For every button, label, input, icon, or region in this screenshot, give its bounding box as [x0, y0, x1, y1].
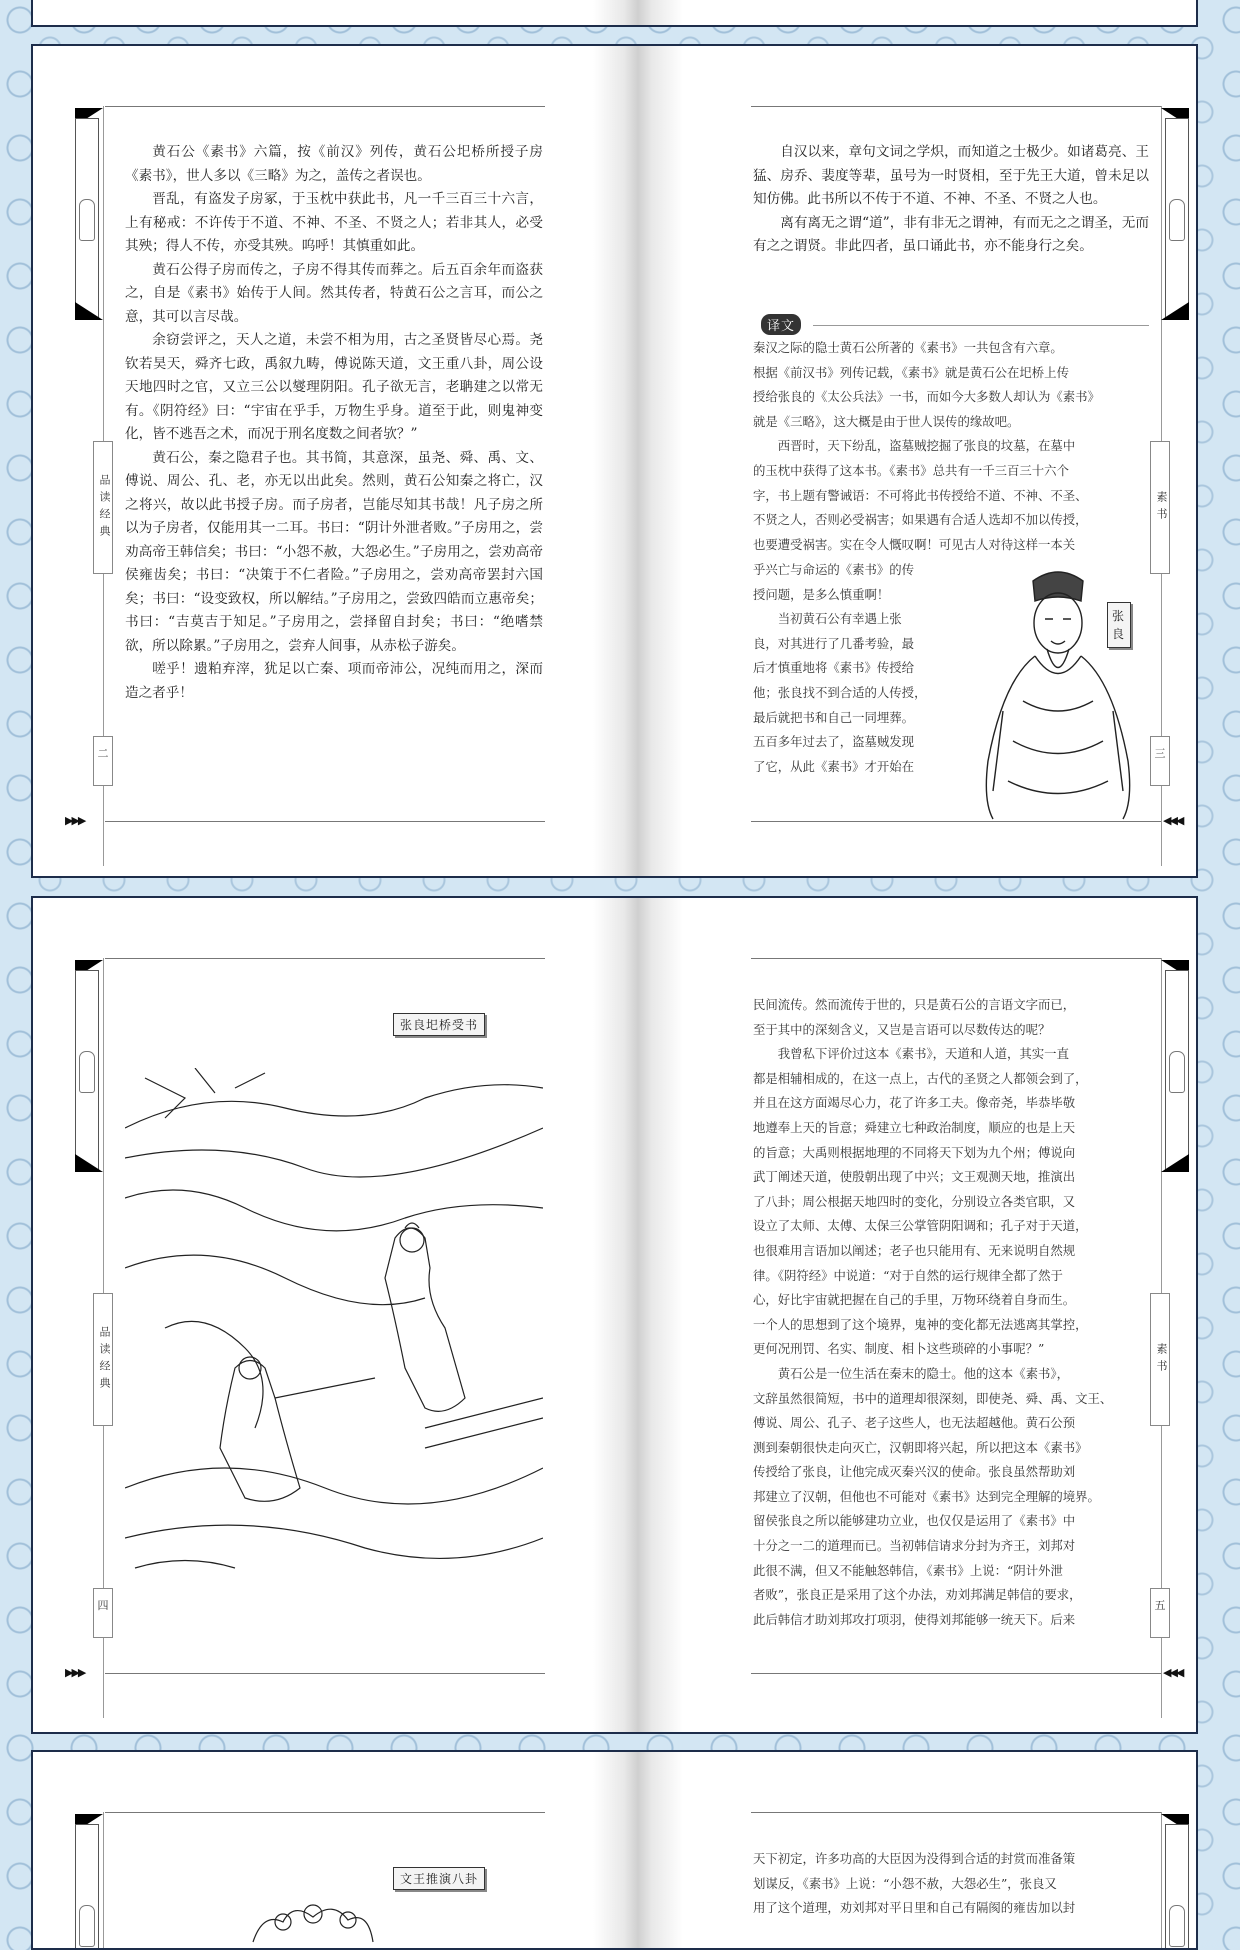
paragraph: 余窃尝评之，天人之道，未尝不相为用，古之圣贤皆尽心焉。尧钦若昊天，舜齐七政，禹叙九畴，傅说陈天道，文王重八卦，周公设天地四时之官，又立三公以燮理阴阳。孔子欲无言，老聃建之以常无有。《阴符经》曰：“宇宙在乎手，万物生乎身。道至于此，则鬼神变化，皆不逃吾之术，而况于刑名度数之间者欤？”	[125, 332, 543, 442]
illustration-caption: 文王推演八卦	[393, 1867, 485, 1890]
text-line: 他；张良找不到合适的人传授，	[753, 684, 927, 700]
text-line: 后才慎重地将《素书》传授给	[753, 660, 915, 676]
text-line: 黄石公是一位生活在秦末的隐士。他的这本《素书》，	[753, 1365, 1069, 1381]
text-line: 根据《前汉书》列传记载，《素书》就是黄石公在圯桥上传	[753, 364, 1069, 380]
top-rule	[105, 106, 545, 107]
text-line: 民间流传。然而流传于世的，只是黄石公的言语文字而已，	[753, 997, 1076, 1012]
text-line: 此后韩信才助刘邦攻打项羽，使得刘邦能够一统天下。后来	[753, 1611, 1076, 1627]
text-line: 划谋反，《素书》上说：“小怨不赦，大怨必生”，张良又	[753, 1875, 1057, 1891]
page-number: 五	[1150, 1588, 1170, 1638]
text-line: 天下初定，许多功高的大臣因为没得到合适的封赏而准备策	[753, 1851, 1076, 1866]
text-line: 了它，从此《素书》才开始在	[753, 758, 915, 774]
side-label-book-series: 品读经典	[93, 441, 113, 574]
text-line: 字，书上题有警诫语：不可将此书传授给不道、不神、不圣、	[753, 487, 1088, 503]
translation-text-wrapped	[753, 558, 973, 779]
portrait-caption: 张良	[1107, 602, 1131, 648]
corner-triangle	[1161, 1154, 1189, 1172]
portrait-strip	[75, 1824, 99, 1950]
top-rule	[751, 1812, 1161, 1813]
text-line: 者败”，张良正是采用了这个办法，劝刘邦满足韩信的要求，	[753, 1587, 1082, 1603]
book-spread-1	[31, 44, 1198, 878]
text-line: 当初黄石公有幸遇上张	[753, 611, 902, 627]
arrow-left-icon: ◀◀◀	[1163, 1666, 1183, 1679]
text-line: 的旨意；大禹则根据地理的不同将天下划为九个州；傅说向	[753, 1144, 1076, 1160]
gutter-shadow	[593, 0, 683, 25]
bottom-rule	[751, 1673, 1161, 1674]
paragraph: 自汉以来，章句文词之学炽，而知道之士极少。如诸葛亮、王猛、房乔、裴度等辈，虽号为一时贤相，至于先王大道，曾未足以知仿佛。此书所以不传于不道、不神、不圣、不贤之人也。	[753, 144, 1149, 207]
text-line: 乎兴亡与命运的《素书》的传	[753, 562, 915, 577]
top-rule	[105, 1812, 545, 1813]
top-rule	[105, 958, 545, 959]
wenwang-illustration	[233, 1892, 393, 1950]
sage-portrait-icon	[1169, 1905, 1185, 1947]
portrait-strip	[1165, 118, 1189, 320]
portrait-strip	[75, 970, 99, 1172]
text-line: 授问题，是多么慎重啊！	[753, 586, 890, 602]
book-spread-3	[31, 1750, 1198, 1950]
bottom-rule	[751, 821, 1161, 822]
translation-badge: 译文	[761, 314, 801, 335]
top-rule	[751, 958, 1161, 959]
arrow-right-icon: ▶▶▶	[65, 814, 85, 827]
left-page	[33, 46, 593, 876]
text-line: 良，对其进行了几番考验，最	[753, 635, 915, 651]
margin-line	[103, 1812, 104, 1950]
translation-text	[753, 1847, 1153, 1921]
text-line: 我曾私下评价过这本《素书》，天道和人道，其实一直	[753, 1046, 1069, 1062]
corner-triangle	[1161, 302, 1189, 320]
left-page	[33, 1752, 593, 1948]
paragraph: 黄石公《素书》六篇，按《前汉》列传，黄石公圯桥所授子房《素书》，世人多以《三略》为之，盖传之者误也。	[125, 144, 543, 184]
translation-text	[753, 993, 1153, 1632]
portrait-strip	[75, 118, 99, 320]
text-line: 用了这个道理，劝刘邦对平日里和自己有隔阂的雍齿加以封	[753, 1900, 1076, 1916]
paragraph: 嗟乎！遗粕弃滓，犹足以亡秦、项而帝沛公，况纯而用之，深而造之者乎！	[125, 661, 543, 701]
page-number: 四	[93, 1588, 113, 1638]
text-line: 了八卦；周公根据天地四时的变化，分别设立各类官职，又	[753, 1193, 1076, 1209]
sage-portrait-icon	[1169, 1051, 1185, 1093]
paragraph: 离有离无之谓“道”，非有非无之谓神，有而无之之谓圣，无而有之之谓贤。非此四者，虽口诵此书，亦不能身行之矣。	[753, 214, 1149, 254]
margin-line	[1161, 1812, 1162, 1950]
text-line: 都是相辅相成的，在这一点上，古代的圣贤之人都领会到了，	[753, 1070, 1088, 1086]
side-label-book-title: 素书	[1150, 441, 1170, 574]
page-number: 三	[1150, 736, 1170, 786]
text-line: 不贤之人，否则必受祸害；如果遇有合适人选却不加以传授，	[753, 512, 1088, 528]
zhang-liang-bridge-illustration	[125, 1068, 543, 1578]
text-line: 邦建立了汉朝，但他也不可能对《素书》达到完全理解的境界。	[753, 1488, 1100, 1504]
text-line: 律。《阴符经》中说道：“对于自然的运行规律全都了然于	[753, 1267, 1063, 1283]
sage-portrait-icon	[1169, 199, 1185, 241]
text-line: 设立了太师、太傅、太保三公掌管阴阳调和；孔子对于天道，	[753, 1218, 1088, 1234]
text-line: 的玉枕中获得了这本书。《素书》总共有一千三百三十六个	[753, 462, 1069, 478]
paragraph: 晋乱，有盗发子房冢，于玉枕中获此书，凡一千三百三十六言，上有秘戒：不许传于不道、不神、不圣、不贤之人；若非其人，必受其殃；得人不传，亦受其殃。呜呼！其慎重如此。	[125, 191, 543, 254]
illustration-caption: 张良圯桥受书	[393, 1013, 485, 1036]
right-page	[683, 1752, 1198, 1948]
text-line: 地遵奉上天的旨意；舜建立七种政治制度，顺应的也是上天	[753, 1119, 1076, 1135]
side-label-book-title: 素书	[1150, 1293, 1170, 1426]
badge-divider	[813, 325, 1149, 326]
sage-portrait-icon	[79, 199, 95, 241]
side-label-book-series: 品读经典	[93, 1293, 113, 1426]
text-line: 测到秦朝很快走向灭亡，汉朝即将兴起，所以把这本《素书》	[753, 1439, 1088, 1455]
text-line: 至于其中的深刻含义，又岂是言语可以尽数传达的呢？	[753, 1021, 1051, 1037]
paragraph: 黄石公得子房而传之，子房不得其传而葬之。后五百余年而盗获之，自是《素书》始传于人间。然其传者，特黄石公之言耳，而公之意，其可以言尽哉。	[125, 261, 543, 325]
portrait-strip	[1165, 970, 1189, 1172]
text-line: 也要遭受祸害。实在令人慨叹啊！可见古人对待这样一本关	[753, 536, 1076, 552]
text-line: 就是《三略》，这大概是由于世人误传的缘故吧。	[753, 413, 1020, 429]
bottom-rule	[105, 1673, 545, 1674]
bottom-rule	[105, 821, 545, 822]
text-line: 五百多年过去了，盗墓贼发现	[753, 734, 915, 750]
gutter-shadow	[593, 46, 683, 876]
translation-text	[753, 336, 1149, 557]
text-line: 留侯张良之所以能够建功立业，也仅仅是运用了《素书》中	[753, 1513, 1076, 1529]
text-line: 一个人的思想到了这个境界，鬼神的变化都无法逃离其掌控，	[753, 1316, 1088, 1332]
classical-text-body	[753, 141, 1149, 259]
arrow-right-icon: ▶▶▶	[65, 1666, 85, 1679]
text-line: 更何况刑罚、名实、制度、相卜这些琐碎的小事呢？”	[753, 1341, 1045, 1357]
arrow-left-icon: ◀◀◀	[1163, 814, 1183, 827]
book-spread-2	[31, 896, 1198, 1734]
text-line: 西晋时，天下纷乱，盗墓贼挖掘了张良的坟墓，在墓中	[753, 438, 1076, 454]
text-line: 文辞虽然很简短，书中的道理却很深刻，即使尧、舜、禹、文王、	[753, 1390, 1113, 1406]
gutter-shadow	[593, 898, 683, 1732]
sage-portrait-icon	[79, 1905, 95, 1947]
text-line: 并且在这方面竭尽心力，花了许多工夫。像帝尧，毕恭毕敬	[753, 1095, 1076, 1111]
right-page	[683, 898, 1198, 1732]
top-rule	[751, 106, 1161, 107]
right-page	[683, 46, 1198, 876]
text-line: 授给张良的《太公兵法》一书，而如今大多数人却认为《素书》	[753, 389, 1100, 405]
text-line: 十分之一二的道理而已。当初韩信请求分封为齐王，刘邦对	[753, 1538, 1076, 1554]
text-line: 傅说、周公、孔子、老子这些人，也无法超越他。黄石公预	[753, 1415, 1076, 1431]
paragraph: 黄石公，秦之隐君子也。其书简，其意深，虽尧、舜、禹、文、傅说、周公、孔、老，亦无以出此矣。然则，黄石公知秦之将亡，汉之将兴，故以此书授子房。而子房者，岂能尽知其书哉！凡子房之所以为子房者，仅能用其一二耳。书曰：“阴计外泄者败。”子房用之，尝劝高帝王韩信矣；书曰：“小怨不赦，大怨必生。”子房用之，尝劝高帝侯雍齿矣；书曰：“决策于不仁者险。”子房用之，尝劝高帝罢封六国矣；书曰：“设变致权，所以解结。”子房用之，尝致四皓而立惠帝矣；书曰：“吉莫吉于知足。”子房用之，尝择留自封矣；书曰：“绝嗜禁欲，所以除累。”子房用之，尝弃人间事，从赤松子游矣。	[125, 449, 543, 654]
gutter-shadow	[593, 1752, 683, 1948]
text-line: 此很不满，但又不能触怒韩信，《素书》上说：“阴计外泄	[753, 1562, 1063, 1578]
left-page	[33, 898, 593, 1732]
zhang-liang-portrait-illustration	[963, 561, 1153, 821]
text-line: 最后就把书和自己一同埋葬。	[753, 709, 915, 725]
text-line: 心，好比宇宙就把握在自己的手里，万物环绕着自身而生。	[753, 1292, 1076, 1308]
corner-triangle	[75, 1154, 103, 1172]
corner-triangle	[75, 302, 103, 320]
previous-spread-edge	[31, 0, 1198, 27]
sage-portrait-icon	[79, 1051, 95, 1093]
text-line: 武丁阐述天道，使殷朝出现了中兴；文王观测天地，推演出	[753, 1169, 1076, 1185]
portrait-strip	[1165, 1824, 1189, 1950]
page-number: 二	[93, 736, 113, 786]
text-line: 秦汉之际的隐士黄石公所著的《素书》一共包含有六章。	[753, 340, 1063, 355]
text-line: 传授给了张良，让他完成灭秦兴汉的使命。张良虽然帮助刘	[753, 1464, 1076, 1480]
text-line: 也很难用言语加以阐述；老子也只能用有、无来说明自然规	[753, 1242, 1076, 1258]
classical-text-body	[125, 141, 543, 705]
